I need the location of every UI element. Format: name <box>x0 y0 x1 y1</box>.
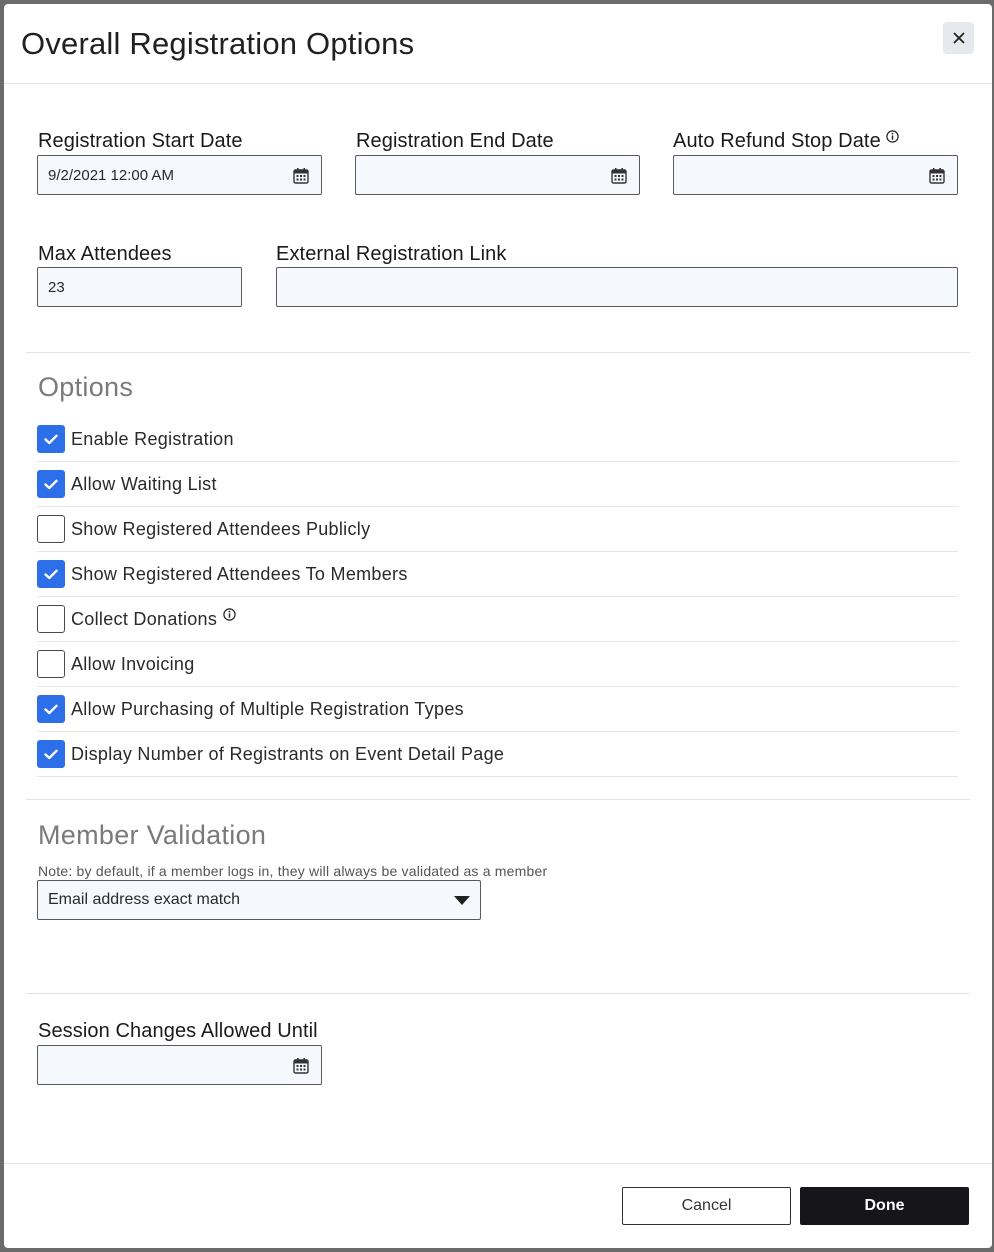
option-label: Show Registered Attendees To Members <box>71 563 408 584</box>
option-label: Allow Invoicing <box>71 653 195 674</box>
session-changes-label: Session Changes Allowed Until <box>38 1020 318 1042</box>
close-icon <box>953 32 965 44</box>
option-enable-registration[interactable] <box>37 417 958 462</box>
checkbox[interactable] <box>37 470 65 498</box>
member-validation-select[interactable] <box>37 880 481 920</box>
caret-down-icon <box>454 896 470 905</box>
checkbox[interactable] <box>37 560 65 588</box>
divider <box>26 993 970 994</box>
divider <box>26 799 970 800</box>
dialog-header <box>4 4 992 84</box>
calendar-icon[interactable] <box>611 167 627 184</box>
option-label: Allow Waiting List <box>71 473 217 494</box>
external-link-input[interactable] <box>276 267 958 307</box>
registration-options-dialog <box>4 4 992 1248</box>
start-date-input[interactable] <box>37 155 322 195</box>
option-show-attendees-members[interactable] <box>37 552 958 597</box>
done-button[interactable]: Done <box>800 1187 969 1225</box>
refund-stop-input[interactable] <box>673 155 958 195</box>
member-validation-selected: Email address exact match <box>48 891 241 908</box>
max-attendees-value: 23 <box>48 278 65 296</box>
option-label: Display Number of Registrants on Event Detail Page <box>71 743 505 764</box>
info-icon[interactable] <box>886 130 899 143</box>
option-collect-donations[interactable] <box>37 597 958 642</box>
check-icon <box>44 569 58 580</box>
divider <box>26 352 970 353</box>
refund-stop-label <box>673 130 899 153</box>
checkbox[interactable] <box>37 425 65 453</box>
close-button[interactable] <box>943 22 974 54</box>
end-date-input[interactable] <box>355 155 640 195</box>
checkbox[interactable] <box>37 515 65 543</box>
session-changes-input[interactable] <box>37 1045 322 1085</box>
info-icon[interactable] <box>223 608 236 621</box>
member-validation-title: Member Validation <box>38 820 267 850</box>
option-label: Enable Registration <box>71 428 234 449</box>
refund-stop-label-text: Auto Refund Stop Date <box>673 130 881 152</box>
cancel-button[interactable]: Cancel <box>622 1187 791 1225</box>
start-date-value: 9/2/2021 12:00 AM <box>48 166 174 184</box>
calendar-icon[interactable] <box>293 1057 309 1074</box>
option-label: Allow Purchasing of Multiple Registration Types <box>71 698 464 719</box>
footer-divider <box>4 1163 992 1164</box>
option-allow-invoicing[interactable] <box>37 642 958 687</box>
option-allow-waiting-list[interactable] <box>37 462 958 507</box>
max-attendees-label: Max Attendees <box>38 243 172 265</box>
option-multiple-registration-types[interactable] <box>37 687 958 732</box>
end-date-label: Registration End Date <box>356 130 554 152</box>
option-label: Show Registered Attendees Publicly <box>71 518 371 539</box>
checkbox[interactable] <box>37 740 65 768</box>
start-date-label: Registration Start Date <box>38 130 243 152</box>
option-label: Collect Donations <box>71 608 218 629</box>
check-icon <box>44 704 58 715</box>
dialog-title: Overall Registration Options <box>21 26 415 61</box>
external-link-label: External Registration Link <box>276 243 507 265</box>
calendar-icon[interactable] <box>293 167 309 184</box>
option-display-registrant-count[interactable] <box>37 732 958 777</box>
check-icon <box>44 749 58 760</box>
option-show-attendees-publicly[interactable] <box>37 507 958 552</box>
check-icon <box>44 479 58 490</box>
calendar-icon[interactable] <box>929 167 945 184</box>
options-title: Options <box>38 372 134 402</box>
checkbox[interactable] <box>37 650 65 678</box>
max-attendees-input[interactable] <box>37 267 242 307</box>
checkbox[interactable] <box>37 695 65 723</box>
checkbox[interactable] <box>37 605 65 633</box>
check-icon <box>44 434 58 445</box>
member-validation-note: Note: by default, if a member logs in, they will always be validated as a member <box>38 863 548 879</box>
